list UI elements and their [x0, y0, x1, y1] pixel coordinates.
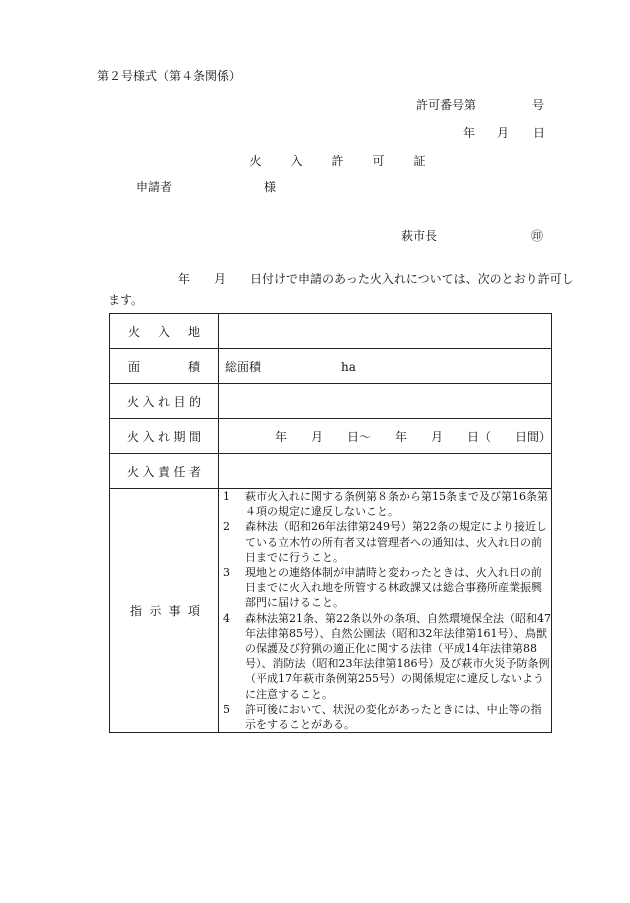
- permit-number-line: [416, 96, 545, 113]
- issuer-name: 萩市長: [401, 229, 438, 243]
- table-row-period: [110, 419, 552, 454]
- table-row-purpose: [110, 384, 552, 419]
- label-char: 者: [188, 464, 201, 479]
- title-char: 許: [331, 154, 344, 168]
- instruction-item: [219, 702, 551, 732]
- label-char: 事: [168, 604, 181, 619]
- title-char: 火: [249, 154, 262, 168]
- instruction-text: 許可後において、状況の変化があったときには、中止等の指示をすることがある。: [244, 702, 542, 732]
- label-char: 面: [128, 359, 141, 374]
- label-char: 責: [157, 464, 170, 479]
- area-prefix: 総面積: [224, 359, 261, 374]
- label-char: 火: [127, 464, 140, 479]
- permit-details-table: [109, 313, 552, 733]
- area-unit: ha: [341, 359, 356, 374]
- instruction-number: 1: [222, 490, 230, 503]
- label-char: 期: [173, 429, 186, 444]
- area-label: [110, 349, 219, 384]
- label-char: 入: [142, 394, 155, 409]
- permit-number-suffix: 号: [532, 98, 545, 112]
- seal-mark: ㊞: [531, 229, 544, 243]
- instruction-item: [219, 611, 551, 702]
- table-row-responsible: [110, 454, 552, 489]
- label-char: 項: [187, 604, 200, 619]
- instruction-text: 森林法（昭和26年法律第249号）第22条の規定により接近している立木竹の所有者又は管理者への通知は、火入れ日の前日までに行うこと。: [244, 520, 547, 564]
- title-char: 証: [413, 154, 426, 168]
- table-row-instructions: [110, 489, 552, 733]
- location-label: [110, 314, 219, 349]
- label-char: 入: [157, 324, 170, 339]
- label-char: 的: [188, 394, 201, 409]
- label-char: 目: [173, 394, 186, 409]
- period-label: [110, 419, 219, 454]
- label-char: 地: [187, 324, 200, 339]
- title-char: 入: [290, 154, 303, 168]
- label-char: れ: [157, 394, 170, 409]
- instructions-list: [218, 489, 551, 733]
- purpose-value: [218, 384, 551, 419]
- instruction-text: 萩市火入れに関する条例第８条から第15条まで及び第16条第４項の規定に違反しないこと。: [244, 490, 548, 519]
- applicant-honorific: 様: [264, 180, 277, 194]
- instruction-number: 3: [222, 566, 230, 580]
- applicant-label: 申請者: [136, 180, 173, 194]
- instructions-label: [110, 489, 219, 733]
- label-char: 火: [128, 324, 141, 339]
- instruction-text: 現地との連絡体制が申請時と変わったときは、火入れ日の前日までに火入れ地を所管する林政課又は総合事務所産業振興部門に届けること。: [244, 566, 542, 610]
- document-title: [238, 152, 437, 169]
- label-char: れ: [157, 429, 170, 444]
- label-char: 入: [142, 429, 155, 444]
- label-char: 入: [142, 464, 155, 479]
- instruction-number: 4: [222, 611, 230, 625]
- month-label: 月: [497, 126, 510, 140]
- title-char: 可: [372, 154, 385, 168]
- issue-date: [463, 124, 545, 141]
- body-text-line1: 年 月 日付けで申請のあった火入れについては、次のとおり許可し: [178, 272, 574, 286]
- instruction-item: [219, 519, 551, 565]
- label-char: 間: [188, 429, 201, 444]
- instruction-number: 2: [222, 520, 230, 534]
- responsible-value: [218, 454, 551, 489]
- area-value: [218, 349, 551, 384]
- period-text: 年 月 日〜 年 月 日（ 日間）: [274, 429, 551, 444]
- label-char: 示: [149, 604, 162, 619]
- label-char: 火: [127, 394, 140, 409]
- responsible-label: [110, 454, 219, 489]
- instruction-item: [219, 565, 551, 611]
- location-value: [218, 314, 551, 349]
- instruction-text: 森林法第21条、第22条以外の条項、自然環境保全法（昭和47年法律第85号）、自然公園法（昭和32年法律第161号）、鳥獣の保護及び狩猟の適正化に関する法律（平成14年法律第88号）、消防法（昭和23年法律第186号）及び萩市火災予防条例（平成17年萩市条例第255号）の関係規定に違反しないように注意すること。: [244, 611, 551, 701]
- label-char: 火: [127, 429, 140, 444]
- table-row-area: [110, 349, 552, 384]
- form-number: 第２号様式（第４条関係）: [97, 69, 242, 83]
- applicant-line: [136, 178, 277, 195]
- body-text-line2: ます。: [108, 293, 144, 307]
- table-row-location: [110, 314, 552, 349]
- period-value: [218, 419, 551, 454]
- label-char: 指: [130, 604, 143, 619]
- instruction-number: 5: [222, 702, 230, 716]
- label-char: 積: [187, 359, 200, 374]
- instruction-item: [219, 489, 551, 519]
- day-label: 日: [533, 126, 546, 140]
- purpose-label: [110, 384, 219, 419]
- label-char: 任: [173, 464, 186, 479]
- issuer-line: [401, 227, 544, 244]
- year-label: 年: [463, 126, 476, 140]
- permit-number-label: 許可番号第: [416, 98, 477, 112]
